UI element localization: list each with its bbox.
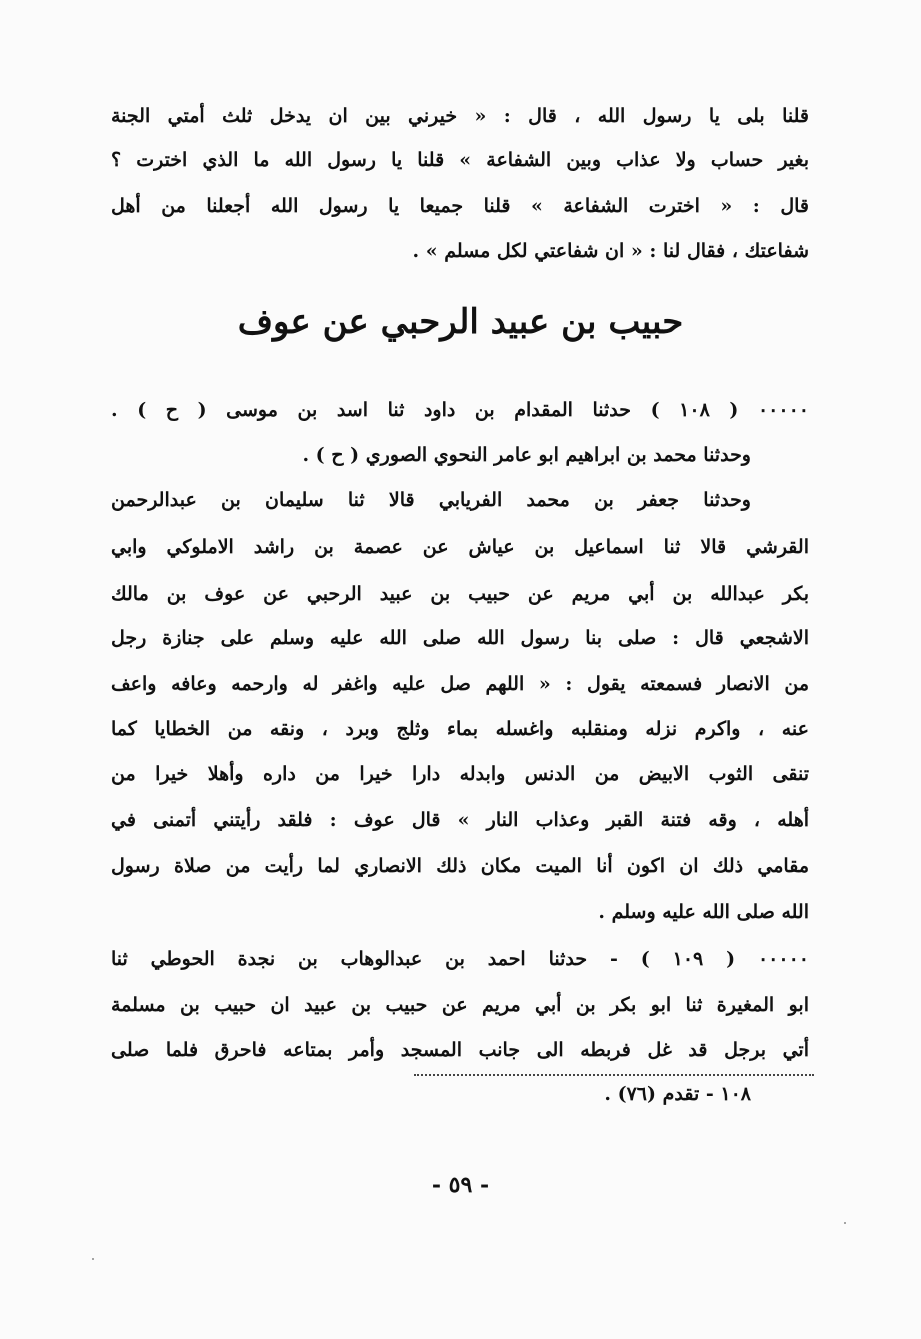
hadith-108-line-7: من الانصار فسمعته يقول : « اللهم صل عليه واغفر له وارحمه وعافه واعف — [111, 673, 809, 695]
hadith-108-line-1: ٠٠٠٠٠ ( ١٠٨ ) حدثنا المقدام بن داود ثنا اسد بن موسى ( ح ) . — [111, 399, 809, 421]
hadith-108-line-9: تنقى الثوب الابيض من الدنس وابدله دارا خيرا من داره وأهلا خيرا من — [111, 763, 809, 785]
hadith-108-line-2: وحدثنا محمد بن ابراهيم ابو عامر النحوي الصوري ( ح ) . — [302, 444, 751, 466]
hadith-108-line-10: أهله ، وقه فتنة القبر وعذاب النار » قال عوف : فلقد رأيتني أتمنى في — [111, 809, 809, 831]
hadith-108-line-11: مقامي ذلك ان اكون أنا الميت مكان ذلك الانصاري لما رأيت من صلاة رسول — [111, 855, 809, 877]
intro-line-1: قلنا بلى يا رسول الله ، قال : « خيرني بين ان يدخل ثلث أمتي الجنة — [111, 105, 809, 127]
hadith-108-line-12: الله صلى الله عليه وسلم . — [598, 901, 809, 923]
footnote: ١٠٨ - تقدم (٧٦) . — [604, 1083, 751, 1105]
hadith-108-line-8: عنه ، واكرم نزله ومنقلبه واغسله بماء وثلج وبرد ، ونقه من الخطايا كما — [111, 718, 809, 740]
hadith-109-line-3: أتي برجل قد غل فربطه الى جانب المسجد وأمر بمتاعه فاحرق فلما صلى — [111, 1039, 809, 1061]
intro-line-2: بغير حساب ولا عذاب وبين الشفاعة » قلنا يا رسول الله ما الذي اخترت ؟ — [111, 149, 809, 171]
intro-line-3: قال : « اخترت الشفاعة » قلنا جميعا يا رسول الله أجعلنا من أهل — [111, 195, 809, 217]
hadith-108-line-6: الاشجعي قال : صلى بنا رسول الله صلى الله عليه وسلم على جنازة رجل — [111, 627, 809, 649]
hadith-108-line-4: القرشي قالا ثنا اسماعيل بن عياش عن عصمة بن راشد الاملوكي وابي — [111, 536, 809, 558]
footnote-separator — [414, 1074, 814, 1076]
hadith-109-line-2: ابو المغيرة ثنا ابو بكر بن أبي مريم عن حبيب بن عبيد ان حبيب بن مسلمة — [111, 994, 809, 1016]
page-number: - ٥٩ - — [431, 1172, 490, 1198]
hadith-109-line-1: ٠٠٠٠٠ ( ١٠٩ ) - حدثنا احمد بن عبدالوهاب بن نجدة الحوطي ثنا — [111, 948, 809, 970]
scan-speck — [844, 1222, 846, 1224]
hadith-108-line-3: وحدثنا جعفر بن محمد الفريابي قالا ثنا سليمان بن عبدالرحمن — [111, 489, 751, 511]
intro-line-4: شفاعتك ، فقال لنا : « ان شفاعتي لكل مسلم » . — [412, 240, 809, 262]
scan-speck — [92, 1258, 94, 1260]
section-title: حبيب بن عبيد الرحبي عن عوف — [237, 302, 684, 342]
hadith-108-line-5: بكر عبدالله بن أبي مريم عن حبيب بن عبيد الرحبي عن عوف بن مالك — [111, 583, 809, 605]
